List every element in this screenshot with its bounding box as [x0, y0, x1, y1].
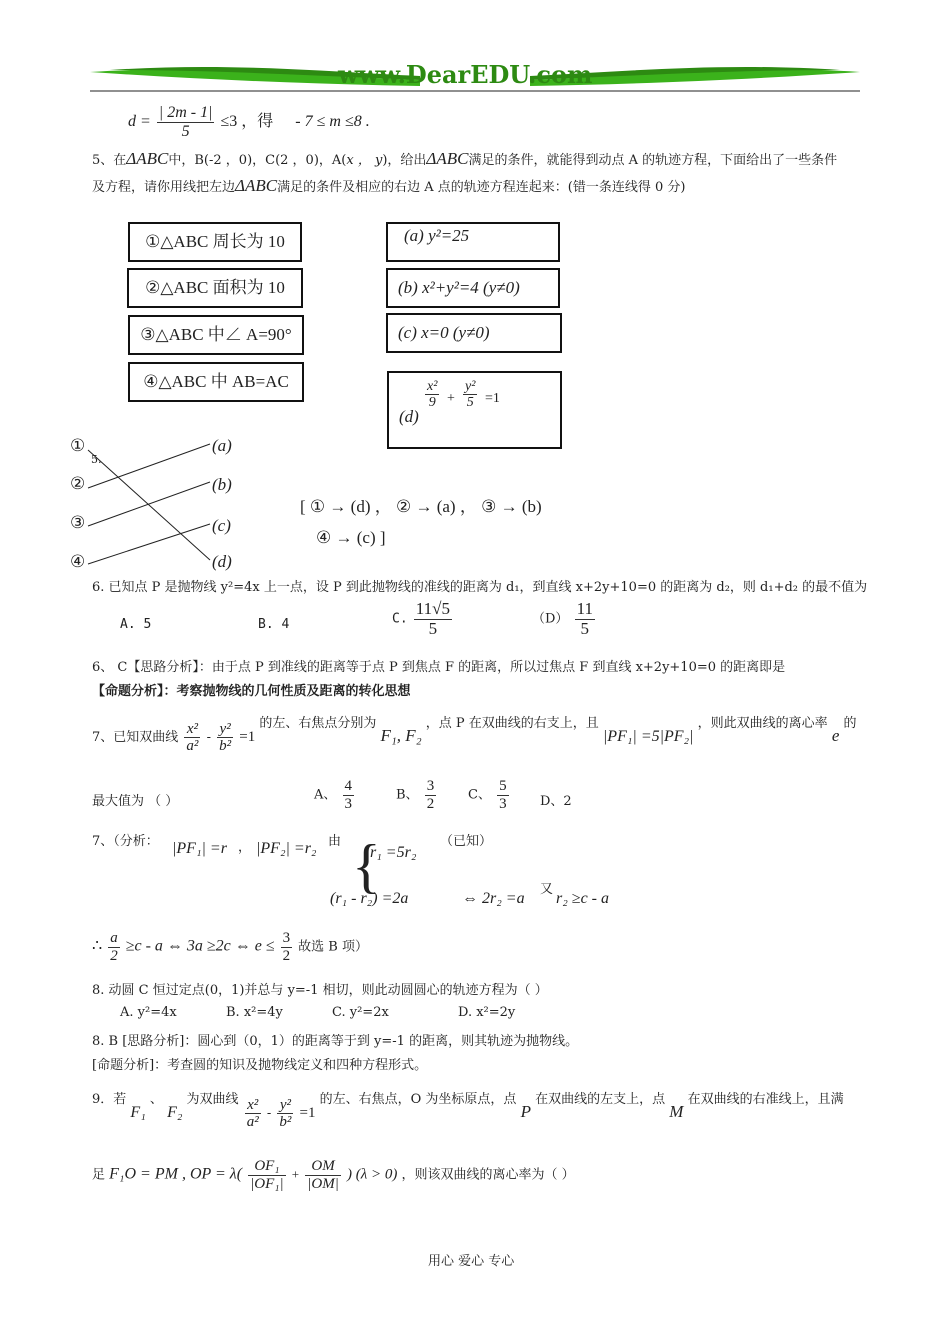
q5-line1: 5、在ΔABC中，B(-2 ，0)，C(2 ，0)，A(x ， y)，给出ΔABC满足的条件，就能得到动点 A 的轨迹方程，下面给出了一些条件 [92, 149, 838, 168]
q6-topic: 【命题分析】：考察抛物线的几何性质及距离的转化思想 [92, 684, 411, 699]
q8-topic: [命题分析]：考查圆的知识及抛物线定义和四种方程形式。 [92, 1058, 428, 1073]
d-lhs: d = [128, 112, 151, 130]
q9-line2: 足 F₁O = PM , OP = λ( $\frac{\text{OF₁}}{\text{|OF₁|}}$ + $\frac{OM}{|OM|}$ ) (λ > 0) ，则该双曲线的离心率为（ ） [92, 1158, 575, 1192]
ellipse-y-term: $\frac{\text{y²}}{5}$ [465, 379, 476, 411]
condition-box-1: ①△ABC 周长为 10 [128, 222, 302, 262]
equation-box-b: (b) x²+y²=4 (y≠0) [386, 268, 560, 308]
q7-sys1: r₁ =5r₂ [370, 844, 417, 861]
distance-line: d = $\frac{| 2m - 1|}{5}$ ≤3 ，得 - 7 ≤ m ≤8 . [128, 104, 370, 140]
q7-pf2: |PF₂| =r₂ [256, 840, 317, 857]
q8-stem: 8. 动圆 C 恒过定点(0，1)并总与 y=-1 相切，则此动圆圆心的轨迹方程为（ ） [92, 983, 548, 998]
d-fraction: $\frac{| 2m - 1|}{5}$ [158, 104, 213, 140]
q8-option-c: C. y²=2x [332, 1005, 389, 1020]
q7-known: （已知） [440, 834, 493, 849]
diagram-left-3: ③ [70, 513, 86, 532]
q6-option-c: C. $\frac{11√5}{5}$ [392, 599, 450, 638]
q6-option-b: B. 4 [258, 617, 290, 632]
diagram-stray-mark: 5. [91, 453, 102, 466]
q6-stem: 6. 已知点 P 是抛物线 y²=4x 上一点，设 P 到此抛物线的准线的距离为 d₁，到直线 x+2y+10=0 的距离为 d₂，则 d₁+d₂ 的最不值为 [92, 580, 868, 595]
q6-option-d: （D） $\frac{11}{5}$ [532, 599, 593, 638]
q6-option-a: A. 5 [120, 617, 152, 632]
q7-ineq: r₂ ≥c - a [556, 890, 609, 907]
q7-comma: ， [238, 840, 252, 855]
diagram-left-4: ④ [70, 552, 86, 571]
system-brace-icon: { [352, 833, 381, 899]
q9-line1: 9．若 F₁ 、 F₂ 为双曲线 $\frac{\text{x²}}{\text{a²}}$ - $\frac{\text{y²}}{\text{b²}}$ =1 的左、右焦点，O 为坐标原点，点 P 在双曲线的左支上，点 M 在双曲线的右准线上，且满 [92, 1092, 844, 1130]
diagram-right-d: (d) [212, 552, 232, 571]
q5-answer-line1: [ ① → (d) ， ② → (a) ， ③ → (b) [300, 497, 542, 516]
page-footer: 用心 爱心 专心 [428, 1254, 515, 1269]
q7-line2: 最大值为 （ ） [92, 794, 179, 809]
diagram-right-b: (b) [212, 475, 232, 494]
q7-pf1: |PF₁| =r [172, 840, 227, 857]
q8-analysis: 8. B [思路分析]：圆心到（0，1）的距离等于到 y=-1 的距离，则其轨迹为抛物线。 [92, 1034, 579, 1049]
diagram-right-a: (a) [212, 436, 232, 455]
header-banner [90, 58, 860, 98]
q7-you: 由 [328, 834, 342, 849]
q7-option-d: D、2 [540, 794, 572, 809]
q7-you2: 又 [540, 882, 554, 897]
q7-option-c: C、 $\frac{5}{3}$ [468, 778, 507, 812]
equation-box-c: (c) x=0 (y≠0) [386, 313, 562, 353]
q7-option-b: B、 $\frac{3}{2}$ [396, 778, 435, 812]
equation-box-d: (d) $\frac{\text{x²}}{9}$ + $\frac{\text{y²}}{5}$ =1 [387, 371, 562, 449]
q5-line2: 及方程，请你用线把左边ΔABC满足的条件及相应的右边 A 点的轨迹方程连起来：(错一条连线得 0 分) [92, 176, 686, 195]
q6-analysis: 6、 C【思路分析】：由于点 P 到准线的距离等于点 P 到焦点 F 的距离，所以过焦点 F 到直线 x+2y+10=0 的距离即是 [92, 660, 786, 675]
q7-iff: ⇔ 2r₂ =a [462, 890, 525, 907]
ellipse-x-term: $\frac{\text{x²}}{9}$ [427, 379, 438, 411]
q7-stem: 7、已知双曲线 $\frac{\text{x²}}{\text{a²}}$ - $\frac{\text{y²}}{\text{b²}}$ =1 的左、右焦点分别为 F₁, F₂ ，点 P 在双曲线的右支上，且 |PF₁| =5|PF₂| ，则此双曲线的离心率 e 的 [92, 716, 857, 754]
q5-answer-line2: ④ → (c) ] [316, 528, 386, 547]
q7-option-a: A、 $\frac{4}{3}$ [314, 778, 353, 812]
q8-option-b: B. x²=4y [226, 1005, 283, 1020]
equation-box-a: (a) y²=25 [386, 222, 560, 262]
q7-conclusion: ∴ $\frac{a}{2}$ ≥c - a ⇔ 3a ≥2c ⇔ e ≤ $\frac{3}{2}$ 故选 B 项） [92, 930, 368, 964]
site-logo-text: www.DearEDU.com [338, 60, 593, 89]
condition-box-4: ④△ABC 中 AB=AC [128, 362, 304, 402]
diagram-right-c: (c) [212, 516, 231, 535]
q8-option-d: D. x²=2y [458, 1005, 516, 1020]
diagram-left-1: ① [70, 436, 86, 455]
condition-box-2: ②△ABC 面积为 10 [127, 268, 303, 308]
q7-analysis-a: 7、（分析： [92, 834, 159, 849]
condition-box-3: ③△ABC 中∠ A=90° [128, 315, 304, 355]
diagram-left-2: ② [70, 474, 86, 493]
q7-sys2: (r₁ - r₂) =2a [330, 890, 409, 907]
q8-option-a: A. y²=4x [120, 1005, 177, 1020]
